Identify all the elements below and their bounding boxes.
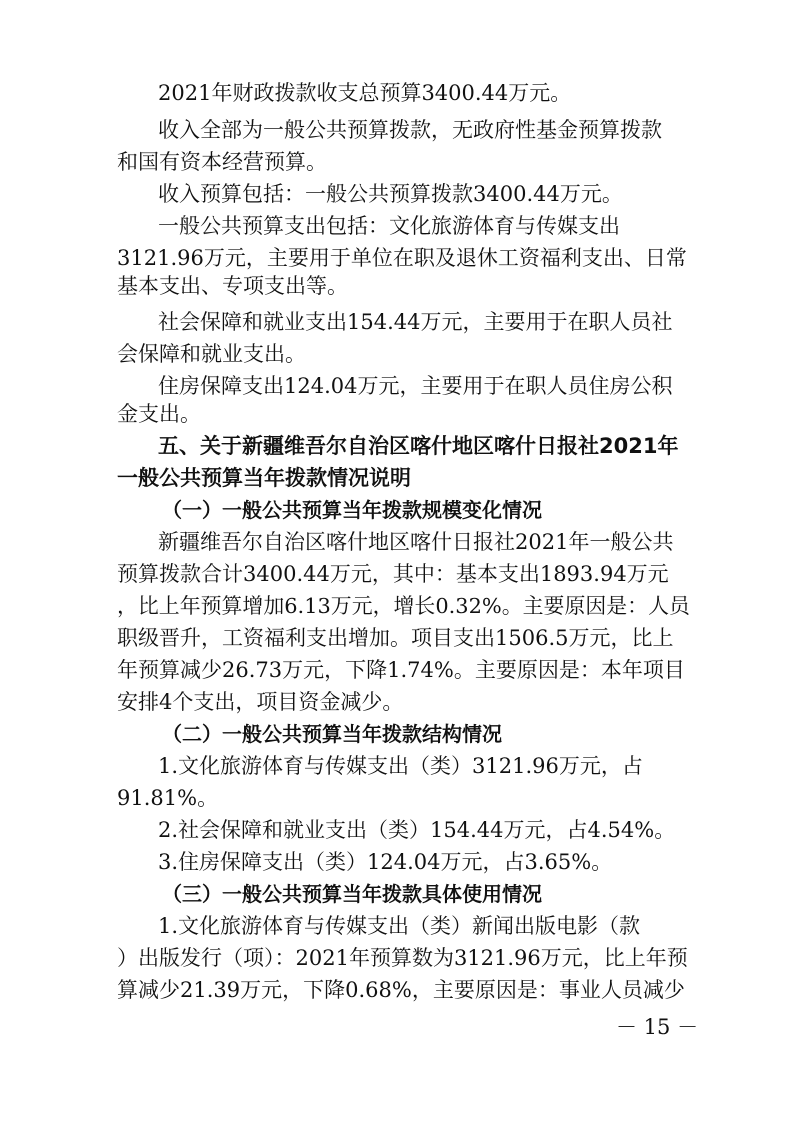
text-line: 91.81%。	[117, 786, 219, 810]
text-line: 和国有资本经营预算。	[117, 150, 327, 174]
text-line: 会保障和就业支出。	[117, 342, 306, 366]
text-line: 金支出。	[117, 402, 201, 426]
text-line: 预算拨款合计3400.44万元，其中：基本支出1893.94万元	[117, 562, 669, 586]
section-heading: 一般公共预算当年拨款情况说明	[117, 466, 411, 490]
text-line: 一般公共预算支出包括：文化旅游体育与传媒支出	[158, 214, 620, 238]
text-line: 3121.96万元，主要用于单位在职及退休工资福利支出、日常	[117, 246, 687, 270]
section-heading: 五、关于新疆维吾尔自治区喀什地区喀什日报社2021年	[158, 434, 679, 458]
text-line: 职级晋升，工资福利支出增加。项目支出1506.5万元，比上	[117, 626, 674, 650]
text-line: 收入预算包括：一般公共预算拨款3400.44万元。	[158, 182, 623, 206]
text-line: 2021年财政拨款收支总预算3400.44万元。	[158, 81, 572, 105]
page-number: － 15 －	[616, 1015, 699, 1039]
text-line: 3.住房保障支出（类）124.04万元，占3.65%。	[158, 850, 613, 874]
subsection-heading: （一）一般公共预算当年拨款规模变化情况	[162, 498, 542, 522]
text-line: 年预算减少26.73万元，下降1.74%。主要原因是：本年项目	[117, 658, 685, 682]
text-line: 2.社会保障和就业支出（类）154.44万元，占4.54%。	[158, 818, 676, 842]
text-line: 社会保障和就业支出154.44万元，主要用于在职人员社	[158, 310, 673, 334]
text-line: 1.文化旅游体育与传媒支出（类）新闻出版电影（款	[158, 914, 641, 938]
text-line: 收入全部为一般公共预算拨款，无政府性基金预算拨款	[158, 118, 662, 142]
subsection-heading: （三）一般公共预算当年拨款具体使用情况	[162, 882, 542, 906]
text-line: ）出版发行（项）：2021年预算数为3121.96万元，比上年预	[117, 946, 688, 970]
text-line: 新疆维吾尔自治区喀什地区喀什日报社2021年一般公共	[158, 530, 674, 554]
subsection-heading: （二）一般公共预算当年拨款结构情况	[162, 722, 502, 746]
text-line: 1.文化旅游体育与传媒支出（类）3121.96万元，占	[158, 754, 643, 778]
text-line: 安排4个支出，项目资金减少。	[117, 690, 404, 714]
text-line: 算减少21.39万元，下降0.68%，主要原因是：事业人员减少	[117, 978, 685, 1002]
text-line: 住房保障支出124.04万元，主要用于在职人员住房公积	[158, 374, 673, 398]
text-line: ，比上年预算增加6.13万元，增长0.32%。主要原因是：人员	[117, 594, 690, 618]
text-line: 基本支出、专项支出等。	[117, 274, 348, 298]
